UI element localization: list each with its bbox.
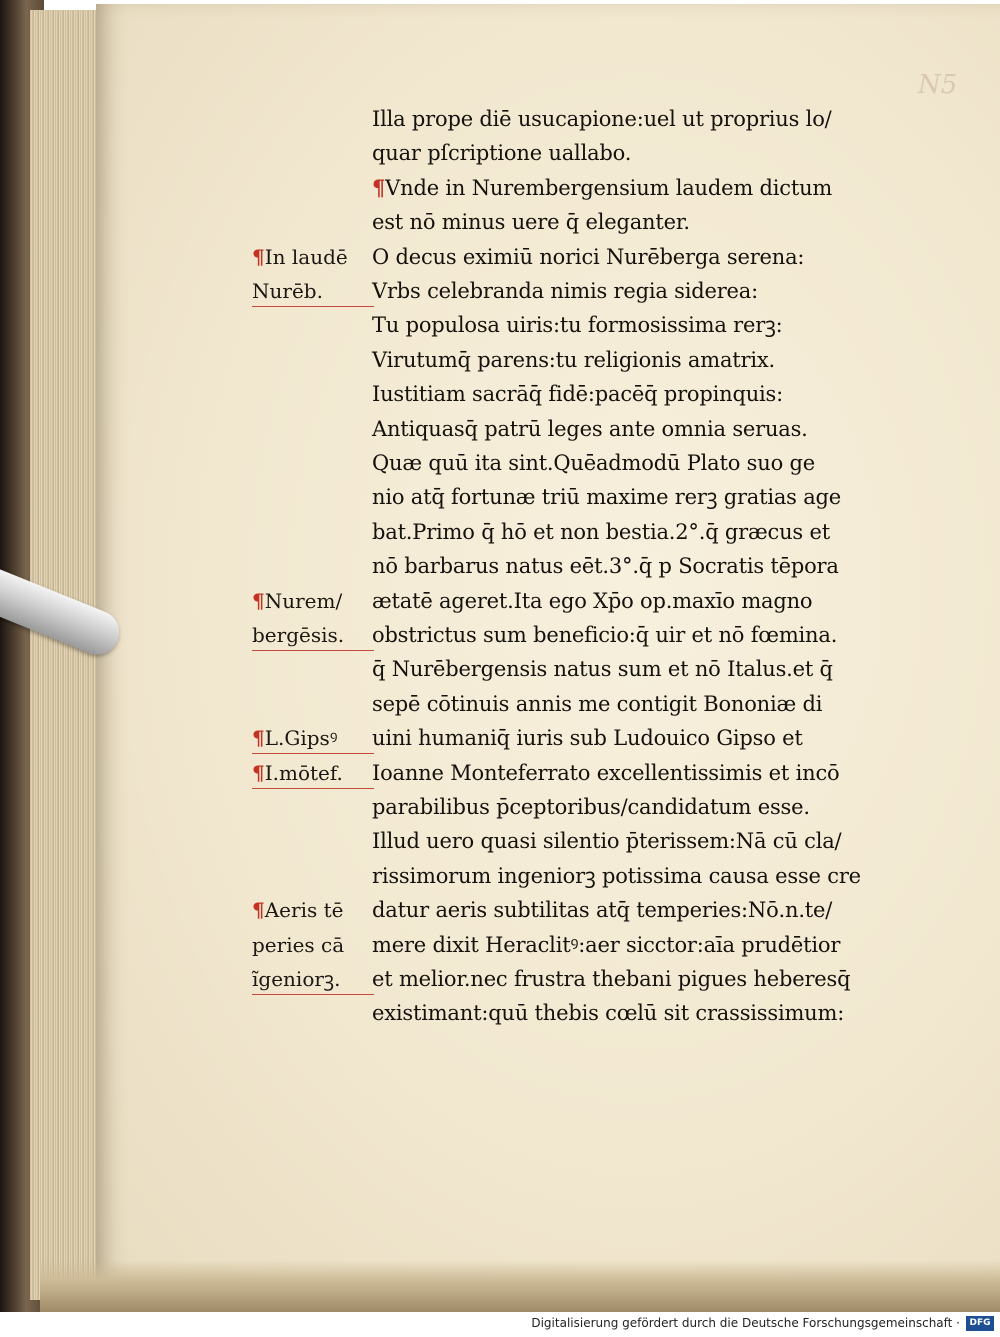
margin-note: ¶Nurem/	[252, 588, 343, 613]
page-bottom-edge	[40, 1260, 1000, 1312]
text-line	[0, 723, 1000, 757]
body-text: sepē cōtinuis annis me contigit Bononiæ di	[372, 691, 823, 716]
body-text: ætatē ageret.Ita ego Xp̄o op.maxīo magno	[372, 588, 813, 613]
text-line	[0, 379, 1000, 413]
folio-number: N5	[918, 70, 958, 100]
text-line	[0, 861, 1000, 895]
dfg-logo: DFG	[966, 1316, 994, 1331]
margin-note: ¶I.mōtef.	[252, 758, 374, 789]
footer-bar	[0, 1312, 1000, 1337]
body-text: Illa prope diē usucapione:uel ut proprius lo/	[372, 107, 832, 131]
body-text: obstrictus sum beneficio:q̄ uir et nō fœmina.	[372, 623, 838, 647]
text-line	[0, 620, 1000, 654]
body-text: existimant:quū thebis cœlū sit crassissimum:	[372, 1001, 845, 1026]
text-line	[0, 414, 1000, 448]
margin-note: bergēsis.	[252, 620, 374, 651]
body-text: Virutumq̄ parens:tu religionis amatrix.	[372, 347, 775, 372]
body-text: q̄ Nurēbergensis natus sum et nō Italus.et q̄	[372, 657, 833, 682]
body-text: nio atq̄ fortunæ triū maxime rerꝫ gratias age	[372, 485, 842, 510]
text-line	[0, 448, 1000, 482]
text-line	[0, 104, 1000, 138]
body-text: nō barbarus natus eēt.3°.q̄ p Socratis tēpora	[372, 554, 839, 579]
margin-note: peries cā	[252, 932, 345, 957]
margin-note: ĩgeniorꝫ.	[252, 964, 374, 995]
text-line	[0, 173, 1000, 207]
body-text: O decus eximiū norici Nurēberga serena:	[372, 244, 805, 269]
text-line	[0, 207, 1000, 241]
body-text: Quæ quū ita sint.Quēadmodū Plato suo ge	[372, 451, 815, 475]
text-line	[0, 586, 1000, 620]
text-line	[0, 792, 1000, 826]
text-line	[0, 930, 1000, 964]
footer-credit: Digitalisierung gefördert durch die Deutsche Forschungsgemeinschaft ·	[531, 1316, 960, 1330]
margin-note: ¶Aeris tē	[252, 898, 344, 923]
text-line	[0, 758, 1000, 792]
body-text: et melior.nec frustra thebani pigues heberesq̄	[372, 967, 851, 991]
body-text: parabilibus p̄ceptoribus/candidatum esse.	[372, 795, 810, 819]
body-text: Iustitiam sacrāq̄ fidē:pacēq̄ propinquis:	[372, 382, 784, 407]
text-line	[0, 138, 1000, 172]
text-line	[0, 998, 1000, 1032]
text-line	[0, 517, 1000, 551]
body-text: Tu populosa uiris:tu formosissima rerꝫ:	[372, 313, 783, 338]
body-text: Illud uero quasi silentio p̄terissem:Nā cū cla/	[372, 829, 842, 854]
margin-note: Nurēb.	[252, 276, 374, 307]
margin-note: ¶In laudē	[252, 244, 348, 269]
text-line	[0, 242, 1000, 276]
text-line	[0, 345, 1000, 379]
text-line	[0, 826, 1000, 860]
text-line	[0, 551, 1000, 585]
body-text: rissimorum ingeniorꝫ potissima causa esse cre	[372, 863, 861, 888]
body-text: ¶Vnde in Nurembergensium laudem dictum	[372, 174, 833, 200]
text-line	[0, 689, 1000, 723]
text-line	[0, 895, 1000, 929]
text-line	[0, 964, 1000, 998]
body-text: mere dixit Heraclitꝰ:aer sicctor:aīa prudētior	[372, 932, 841, 957]
body-text: Antiquasq̄ patrū leges ante omnia seruas.	[372, 416, 808, 441]
margin-note: ¶L.Gipsꝰ	[252, 723, 374, 754]
body-text: Vrbs celebranda nimis regia siderea:	[372, 279, 758, 303]
text-line	[0, 310, 1000, 344]
body-text: bat.Primo q̄ hō et non bestia.2°.q̄ græcus et	[372, 519, 830, 544]
body-text: quar pſcriptione uallabo.	[372, 141, 632, 166]
text-line	[0, 482, 1000, 516]
text-line	[0, 276, 1000, 310]
body-text: est nō minus uere q̄ eleganter.	[372, 210, 690, 235]
body-text: uini humaniq̄ iuris sub Ludouico Gipso et	[372, 726, 803, 751]
body-text: datur aeris subtilitas atq̄ temperies:Nō.n.te/	[372, 898, 833, 923]
text-line	[0, 654, 1000, 688]
body-text: Ioanne Monteferrato excellentissimis et incō	[372, 760, 840, 785]
